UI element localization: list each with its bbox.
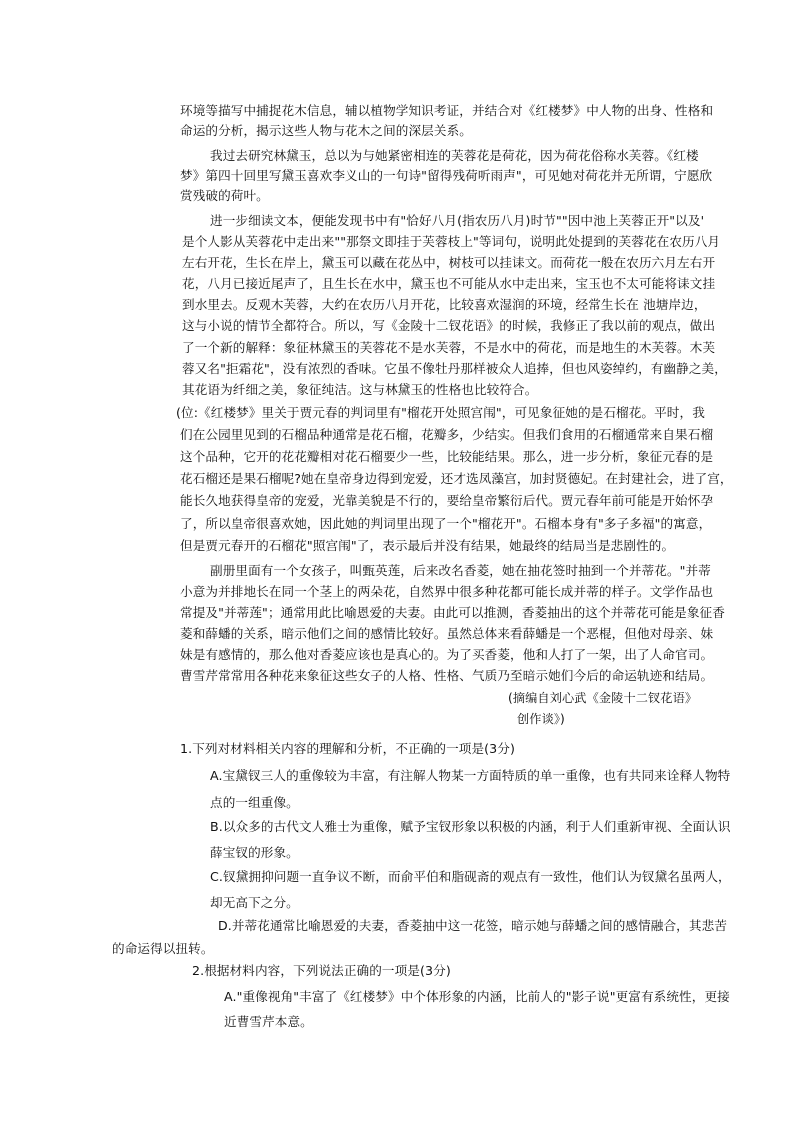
article-line: 赏残破的荷叶。 bbox=[180, 188, 269, 203]
question-1-option-c: C.钗黛拥抑问题一直争议不断，而俞平伯和脂砚斋的观点有一致性，他们认为钗黛名虽两人， bbox=[210, 869, 731, 884]
question-1-option-a: A.宝黛钗三人的重像较为丰富，有注解人物某一方面特质的单一重像，也有共同来诠释人物特 bbox=[210, 768, 731, 783]
article-line: 能长久地获得皇帝的宠爱，光靠美貌是不行的，要给皇帝繁衍后代。贾元春年前可能是开始怀孕 bbox=[180, 493, 714, 508]
article-line: 环境等描写中捕捉花木信息，辅以植物学知识考证，并结合对《红楼梦》中人物的出身、性格和 bbox=[180, 103, 714, 118]
question-2-option-a: A."重像视角"丰富了《红楼梦》中个体形象的内涵，比前人的"影子说"更富有系统性，更接 bbox=[224, 989, 730, 1004]
article-line: 其花语为纤细之美，象征纯洁。这与林黛玉的性格也比较符合。 bbox=[182, 382, 538, 397]
article-line: 我过去研究林黛玉，总以为与她紧密相连的芙蓉花是荷花，因为荷花俗称水芙蓉。《红楼 bbox=[210, 148, 699, 163]
source-citation-cont: 创作谈》) bbox=[517, 712, 565, 726]
article-line: 副册里面有一个女孩子，叫甄英莲，后来改名香菱，她在抽花签时抽到一个并蒂花。"并蒂 bbox=[210, 563, 711, 578]
question-1-stem: 1.下列对材料相关内容的理解和分析，不正确的一项是(3分) bbox=[180, 741, 516, 756]
article-line: 命运的分析，揭示这些人物与花木之间的深层关系。 bbox=[180, 123, 472, 138]
article-line: 了，所以皇帝很喜欢她，因此她的判词里出现了一个"榴花开"。石榴本身有"多子多福"的寓意， bbox=[180, 516, 712, 531]
article-line: 进一步细读文本，便能发现书中有"恰好八月(指农历八月)时节""因中池上芙蓉正开"以及' bbox=[210, 213, 705, 228]
question-1-option-a-cont: 点的一组重像。 bbox=[210, 795, 299, 810]
article-line: 花，八月已接近尾声了，且生长在水中，黛玉也不可能从水中走出来，宝玉也不太可能将诔文挂 bbox=[182, 276, 716, 291]
article-line: 蓉又名"拒霜花"，没有浓烈的香味。它虽不像牡丹那样被众人追捧，但也风姿绰约，有幽静之美， bbox=[182, 361, 727, 376]
article-line: 这个品种，它开的花花瓣相对花石榴要少一些，比较能结果。那么，进一步分析，象征元春的是 bbox=[180, 449, 714, 464]
article-line: 妹是有感情的，那么他对香菱应该也是真心的。为了买香菱，他和人打了一架，出了人命官司。 bbox=[180, 647, 714, 662]
article-line: 但是贾元春开的石榴花"照宫闱"了，表示最后并没有结果，她最终的结局当是悲剧性的。 bbox=[180, 538, 675, 553]
question-1-option-d: D.并蒂花通常比喻恩爱的夫妻，香菱抽中这一花签，暗示她与薛蟠之间的感情融合，其悲苦 bbox=[218, 918, 727, 933]
article-line: (位:《红楼梦》里关于贾元春的判词里有"榴花开处照宫闱"，可见象征她的是石榴花。平时，我 bbox=[176, 405, 705, 420]
article-line: 们在公园里见到的石榴品种通常是花石榴，花瓣多，少结实。但我们食用的石榴通常来自果石榴 bbox=[180, 427, 714, 442]
article-line: 常提及"并蒂莲"；通常用此比喻恩爱的夫妻。由此可以推测，香菱抽出的这个并蒂花可能是象征香 bbox=[180, 605, 725, 620]
article-line: 是个人影从芙蓉花中走出来""那祭文即挂于芙蓉枝上"等词句，说明此处提到的芙蓉花在农历八月 bbox=[182, 234, 721, 249]
article-line: 小意为并排地长在同一个茎上的两朵花，自然界中很多种花都可能长成并蒂的样子。文学作品也 bbox=[180, 584, 714, 599]
article-line: 梦》第四十回里写黛玉喜欢李义山的一句诗"留得残荷听雨声"，可见她对荷花并无所谓，宁愿欣 bbox=[180, 168, 713, 183]
article-line: 这与小说的情节全都符合。所以，写《金陵十二钗花语》的时候，我修正了我以前的观点，做出 bbox=[182, 318, 716, 333]
question-1-option-c-cont: 却无高下之分。 bbox=[210, 895, 299, 910]
question-1-option-d-cont: 的命运得以扭转。 bbox=[112, 941, 214, 956]
question-1-option-b-cont: 薛宝钗的形象。 bbox=[210, 845, 299, 860]
article-line: 菱和薛蟠的关系，暗示他们之间的感情比较好。虽然总体来看薛蟠是一个恶棍，但他对母亲、妹 bbox=[180, 626, 714, 641]
article-line: 了一个新的解释：象征林黛玉的芙蓉花不是水芙蓉，不是水中的荷花，而是地生的木芙蓉。木芙 bbox=[182, 340, 716, 355]
article-line: 曹雪芹常常用各种花来象征这些女子的人格、性格、气质乃至暗示她们今后的命运轨迹和结局。 bbox=[180, 668, 714, 683]
source-citation: (摘编自刘心武《金陵十二钗花语》 bbox=[508, 691, 698, 705]
article-line: 到水里去。反观木芙蓉，大约在农历八月开花，比较喜欢湿润的环境，经常生长在 池塘岸边， bbox=[182, 297, 707, 312]
article-line: 左右开花，生长在岸上，黛玉可以藏在花丛中，树枝可以挂诔文。而荷花一般在农历六月左右开 bbox=[182, 255, 716, 270]
question-2-option-a-cont: 近曹雪芹本意。 bbox=[224, 1014, 313, 1029]
question-1-option-b: B.以众多的古代文人雅士为重像，赋予宝钗形象以积极的内涵，利于人们重新审视、全面认识 bbox=[210, 819, 731, 834]
article-line: 花石榴还是果石榴呢?她在皇帝身边得到宠爱，还才选凤藻宫，加封贤德妃。在封建社会，进了宫， bbox=[180, 471, 733, 486]
question-2-stem: 2.根据材料内容，下列说法正确的一项是(3分) bbox=[192, 963, 451, 978]
